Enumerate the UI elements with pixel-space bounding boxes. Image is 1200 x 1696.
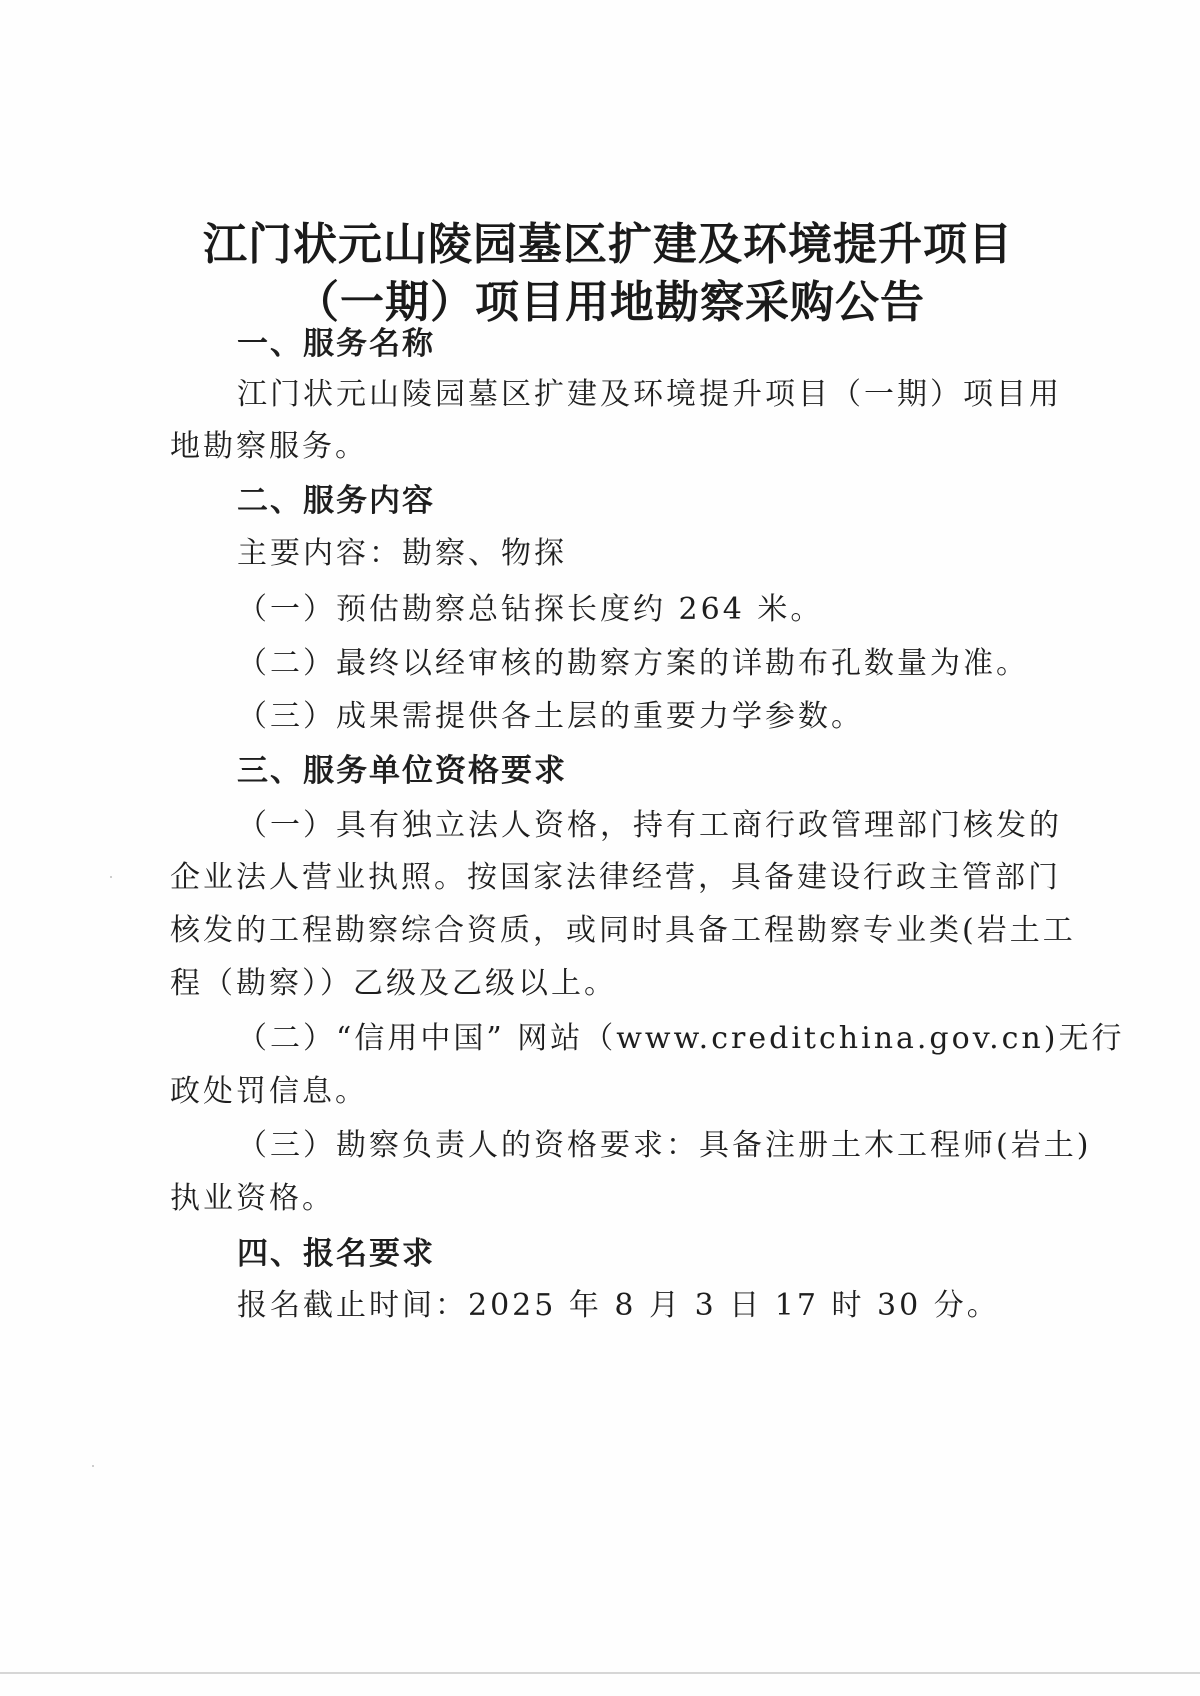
paragraph-line: 地勘察服务。 <box>170 429 368 464</box>
paragraph-line: 江门状元山陵园墓区扩建及环境提升项目（一期）项目用 <box>237 377 1062 412</box>
section-heading-service-name: 一、服务名称 <box>237 326 435 362</box>
registration-deadline: 报名截止时间：2025 年 8 月 3 日 17 时 30 分。 <box>237 1288 1000 1323</box>
scan-speck <box>110 876 112 878</box>
scan-edge-line <box>0 1672 1200 1674</box>
document-title-line-2: （一期）项目用地勘察采购公告 <box>295 277 925 328</box>
list-item: （三）成果需提供各土层的重要力学参数。 <box>237 699 864 734</box>
paragraph-line: （三）勘察负责人的资格要求：具备注册土木工程师(岩土) <box>237 1128 1092 1163</box>
paragraph-line: 政处罚信息。 <box>170 1074 368 1109</box>
section-heading-qualification: 三、服务单位资格要求 <box>237 753 567 789</box>
paragraph-line: 核发的工程勘察综合资质，或同时具备工程勘察专业类(岩土工 <box>170 913 1076 948</box>
section-heading-service-content: 二、服务内容 <box>237 483 435 519</box>
list-item: （二）最终以经审核的勘察方案的详勘布孔数量为准。 <box>237 646 1029 681</box>
section-heading-registration: 四、报名要求 <box>237 1236 435 1272</box>
paragraph-line: （一）具有独立法人资格，持有工商行政管理部门核发的 <box>237 808 1062 843</box>
list-item: （一）预估勘察总钻探长度约 264 米。 <box>237 592 824 627</box>
scan-speck <box>92 1465 94 1467</box>
paragraph-line: 执业资格。 <box>170 1181 335 1216</box>
paragraph-line: 企业法人营业执照。按国家法律经营，具备建设行政主管部门 <box>170 860 1061 895</box>
document-title-line-1: 江门状元山陵园墓区扩建及环境提升项目 <box>203 219 1013 270</box>
paragraph-line: 程（勘察））乙级及乙级以上。 <box>170 966 617 1001</box>
paragraph-line: 主要内容：勘察、物探 <box>237 536 567 571</box>
paragraph-line: （二）“信用中国” 网站（www.creditchina.gov.cn)无行 <box>237 1021 1125 1056</box>
